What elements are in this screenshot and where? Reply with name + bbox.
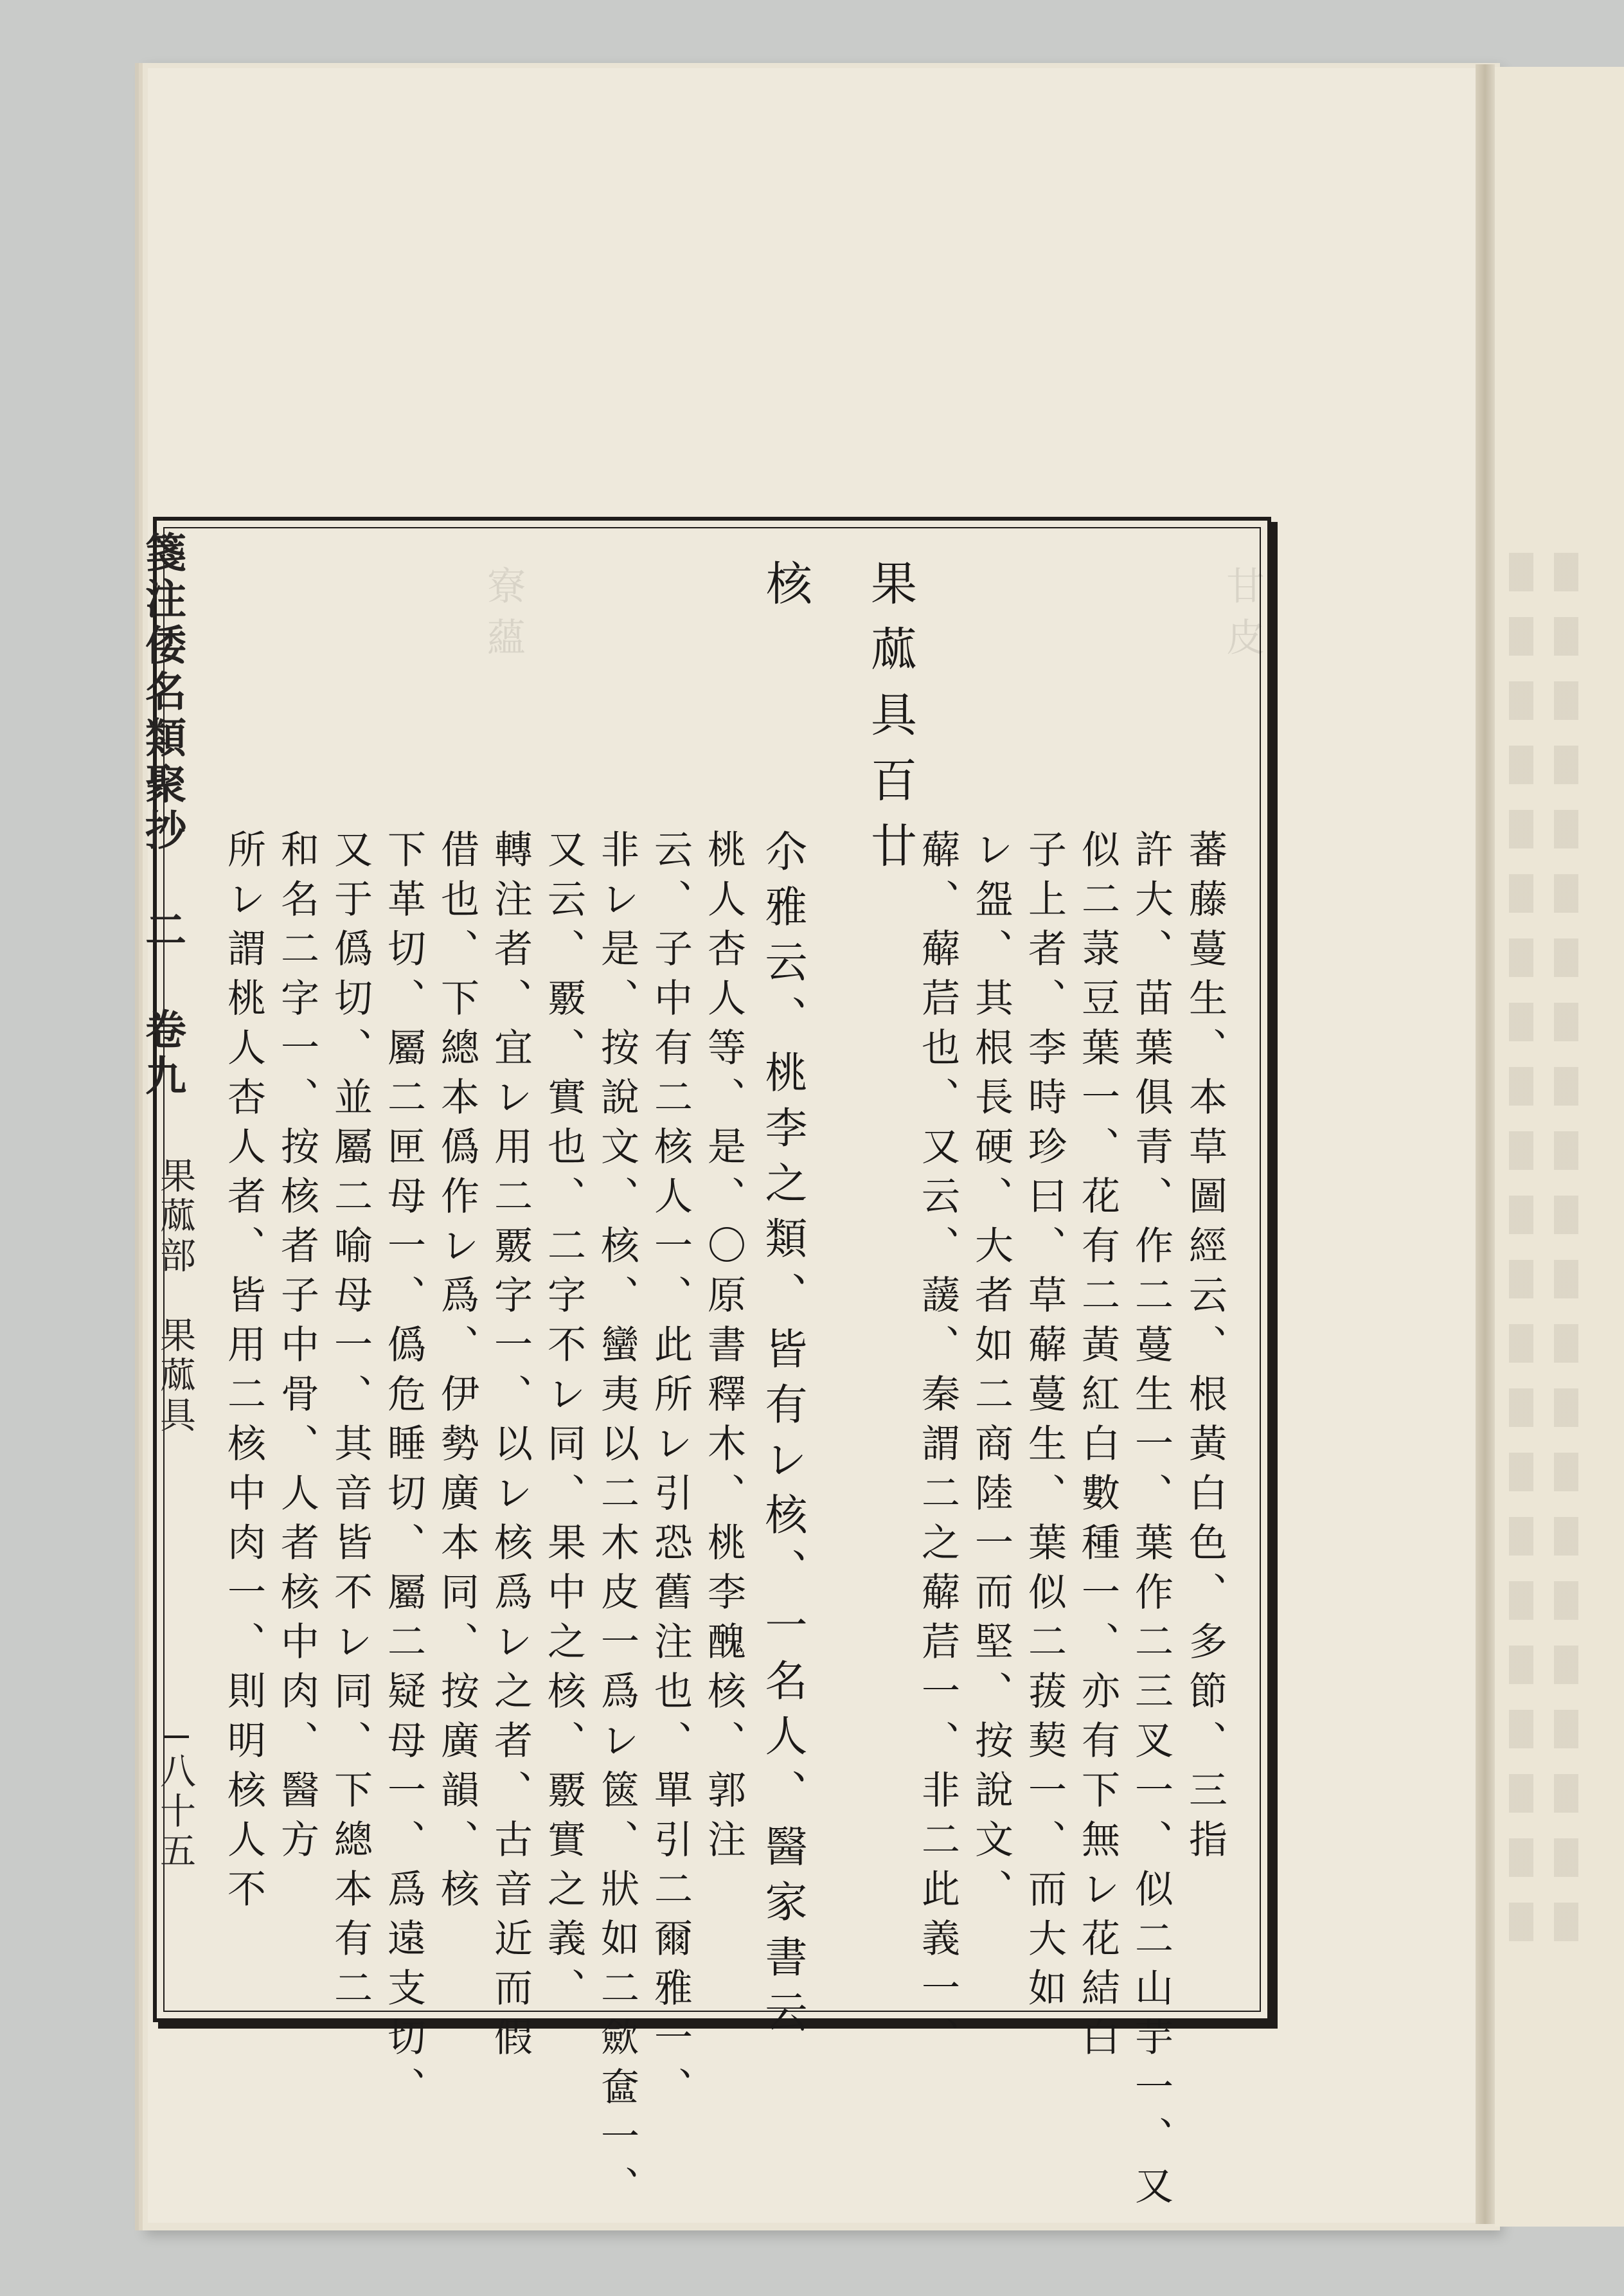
text-column: 似二菉豆葉一、花有二黃紅白數種一、亦有下無レ花結白	[1075, 829, 1120, 2067]
entry-heading: 核	[758, 559, 812, 625]
folio-number: 八十五	[154, 1752, 196, 1872]
text-column: 薢、薢茩也、又云、蘐、秦謂二之薢茩一、非二此義一、	[915, 829, 960, 2067]
facing-page-bleed	[1509, 553, 1533, 1967]
category-heading: 果蓏具百廿	[863, 559, 917, 887]
text-column: レ盌、其根長硬、大者如二商陸一而堅、按說文、	[968, 829, 1013, 1918]
text-column: 許大、苗葉俱青、作二蔓生一、葉作二三叉一、似二山芋一、又	[1129, 829, 1173, 2215]
text-column: 又于僞切、並屬二喻母一、其音皆不レ同、下總本有二	[328, 829, 373, 2017]
text-column: 和名二字一、按核者子中骨、人者核中肉、醫方	[274, 829, 319, 1869]
text-column: 下革切、屬二匣母一、僞危睡切、屬二疑母一、爲遠支切、	[381, 829, 426, 2116]
text-column: 所レ謂桃人杏人者、皆用二核中肉一、則明核人不	[221, 829, 266, 1918]
facing-page-bleed	[1554, 553, 1578, 1967]
text-column: 又云、覈、實也、二字不レ同、果中之核、覈實之義、	[541, 829, 586, 2017]
text-column: 非レ是、按說文、核、蠻夷以二木皮一爲レ篋、狀如二歛奩一、	[594, 829, 639, 2215]
text-column: 尒雅云、桃李之類、皆有レ核、一名人、醫家書云	[758, 829, 807, 2045]
text-column: 轉注者、宜レ用二覈字一、以レ核爲レ之者、古音近而假	[488, 829, 533, 2067]
text-column: 桃人杏人等、是、〇原書釋木、桃李醜核、郭注	[701, 829, 746, 1869]
frame-shadow	[1271, 522, 1278, 2027]
margin-section-title: 果蓏部 果蓏具	[154, 1157, 196, 1436]
book-gutter	[1476, 64, 1495, 2224]
show-through: 甘皮	[1220, 566, 1265, 668]
margin-rule	[163, 1735, 189, 1738]
show-through: 寮蘊	[481, 566, 526, 668]
text-column: 云、子中有二核人一、此所レ引恐舊注也、單引二爾雅一、	[648, 829, 693, 2116]
text-column: 借也、下總本僞作レ爲、伊勢廣本同、按廣韻、核	[434, 829, 479, 1918]
margin-book-title: 箋注倭名類聚抄 二 卷九	[138, 531, 186, 1100]
text-column: 蕃藤蔓生、本草圖經云、根黃白色、多節、三指	[1182, 829, 1227, 1869]
text-column: 子上者、李時珍曰、草薢蔓生、葉似二菝葜一、而大如	[1022, 829, 1067, 2017]
